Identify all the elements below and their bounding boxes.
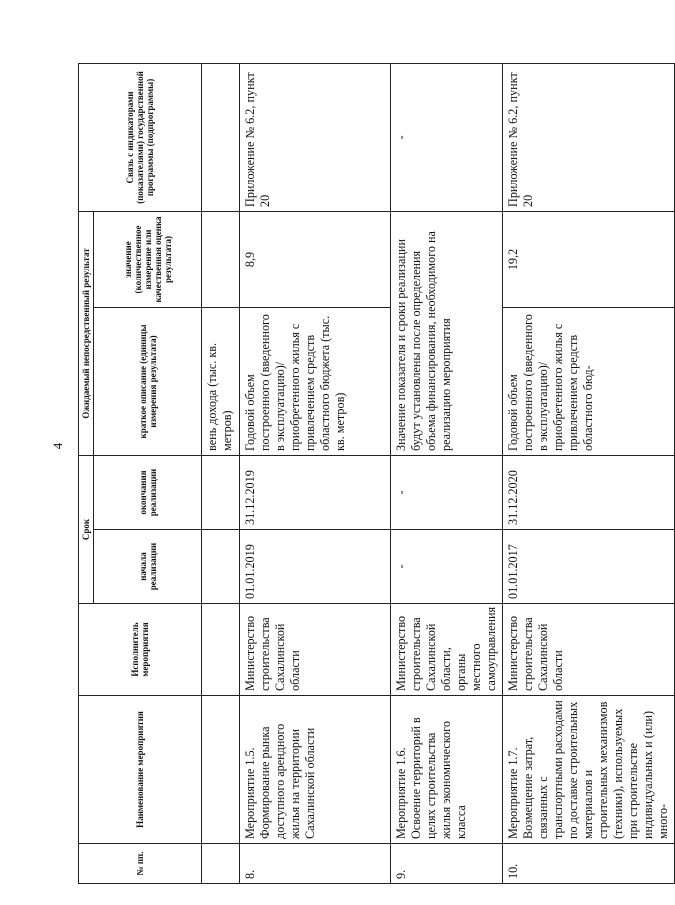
row-value: 19,2 [503, 211, 675, 307]
row-value: 8,9 [240, 211, 391, 307]
rotated-table-layer [78, 64, 670, 884]
cont-end [202, 455, 240, 529]
row-end: 31.12.2019 [240, 455, 391, 529]
measures-table [78, 63, 675, 884]
row-end: - [391, 455, 503, 529]
row-short-desc: Годовой объем построенного (введенного в эксплуатацию)/ приобретенного жилья с привлечением средств областного бюджета (тыс. кв. метров) [240, 307, 391, 455]
header-link: Связь с индикаторами (показателями) государственной программы (подпрограммы) [79, 63, 202, 211]
row-executor: Министерство строительства Сахалинской области [240, 604, 391, 696]
cont-link [202, 63, 240, 211]
table-row [391, 63, 503, 883]
page-number: 4 [50, 442, 65, 450]
row-name: Мероприятие 1.5. Формирование рынка доступного арендного жилья на территории Сахалинской области [240, 696, 391, 844]
cont-start [202, 530, 240, 604]
row-start: 01.01.2017 [503, 530, 675, 604]
row-num: 10. [503, 844, 675, 884]
header-start: начала реализации [94, 530, 202, 604]
row-start: 01.01.2019 [240, 530, 391, 604]
continuation-row [202, 63, 240, 883]
cont-short-desc: вень дохода (тыс. кв. метров) [202, 307, 240, 455]
row-num: 9. [391, 844, 503, 884]
cont-num [202, 844, 240, 884]
header-value: значение (количественное измерение или качественная оценка результата) [94, 211, 202, 307]
row-link: Приложение № 6.2, пункт 20 [240, 63, 391, 211]
header-num: № пп. [79, 844, 202, 884]
table-row [240, 63, 391, 883]
document-table-container [78, 64, 670, 884]
header-expected: Ожидаемый непосредственный результат [79, 211, 94, 455]
row-short-desc: Значение показателя и сроки реализации будут установлены после определения объема финансирования, необходимого на реализацию мероприятия [391, 211, 503, 455]
header-term: Срок [79, 455, 94, 603]
cont-value [202, 211, 240, 307]
row-name: Мероприятие 1.7. Возмещение затрат, связанных с транспортными расходами по доставке строительных материалов и строительных механизмов (техники), используемых при строительстве индивидуальных и (или) много- [503, 696, 675, 844]
header-executor: Исполнитель мероприятия [79, 604, 202, 696]
row-num: 8. [240, 844, 391, 884]
row-executor: Министерство строительства Сахалинской области [503, 604, 675, 696]
row-end: 31.12.2020 [503, 455, 675, 529]
row-link: Приложение № 6.2, пункт 20 [503, 63, 675, 211]
cont-executor [202, 604, 240, 696]
header-name: Наименование мероприятия [79, 696, 202, 844]
row-executor: Министерство строительства Сахалинской области, органы местного самоуправления [391, 604, 503, 696]
row-link: - [391, 63, 503, 211]
row-start: - [391, 530, 503, 604]
row-short-desc: Годовой объем построенного (введенного в эксплуатацию)/ приобретенного жилья с привлечением средств областного бюд- [503, 307, 675, 455]
header-end: окончания реализации [94, 455, 202, 529]
cont-name [202, 696, 240, 844]
row-name: Мероприятие 1.6. Освоение территорий в целях строительства жилья экономического класса [391, 696, 503, 844]
header-short-desc: краткое описание (единицы измерения результата) [94, 307, 202, 455]
table-row [503, 63, 675, 883]
